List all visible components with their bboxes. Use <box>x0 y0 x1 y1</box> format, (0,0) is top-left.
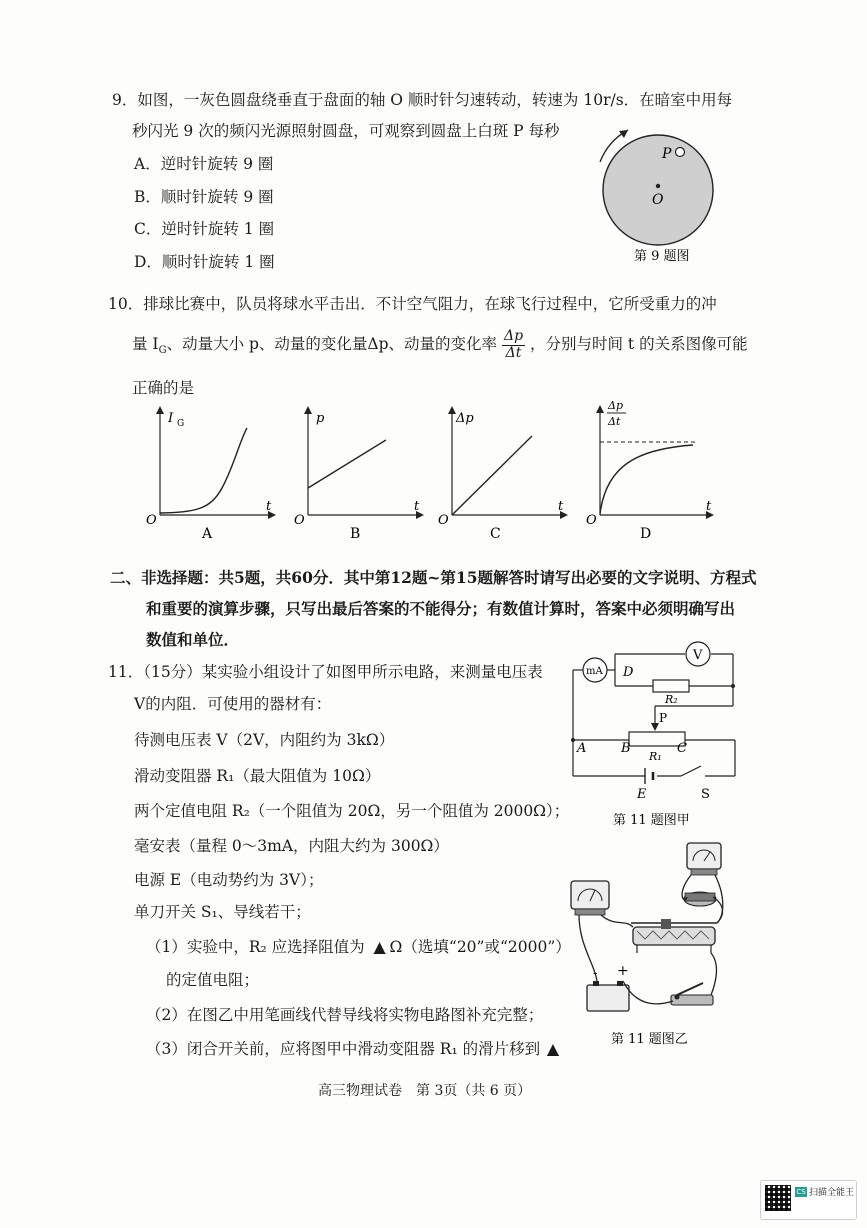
section2-line3: 数值和单位． <box>146 630 240 649</box>
svg-text:t: t <box>706 499 712 514</box>
curve-a <box>160 428 247 513</box>
q11-sub1-blank: ▲ <box>373 938 386 956</box>
svg-text:R₁: R₁ <box>649 750 662 763</box>
q9-option-b: B．顺时针旋转 9 圈 <box>134 188 274 206</box>
q11-fig2-caption: 第 11 题图乙 <box>611 1032 688 1047</box>
q10-line2-c: ，分别与时间 t 的关系图像可能 <box>529 335 748 353</box>
section2-line1: 二、非选择题：共5题，共60分．其中第12题~第15题解答时请写出必要的文字说明、方程式 <box>110 568 757 587</box>
graph-c-option: C <box>490 526 501 542</box>
svg-text:O: O <box>294 513 305 528</box>
svg-text:C: C <box>677 741 687 756</box>
line-b <box>308 440 386 488</box>
physical-milliammeter-icon <box>571 881 609 915</box>
q10-graph-c <box>432 400 577 545</box>
curve-d <box>600 445 693 514</box>
label-p: P <box>662 146 672 162</box>
svg-text:D: D <box>623 665 634 680</box>
q11-line1: 11．（15分）某实验小组设计了如图甲所示电路，来测量电压表 <box>108 663 543 681</box>
disk <box>603 135 713 245</box>
qr-code-icon <box>765 1185 791 1211</box>
q11-sub3-a: （3）闭合开关前，应将图甲中滑动变阻器 R₁ 的滑片移到 <box>146 1040 541 1058</box>
q11-sub3-blank: ▲ <box>547 1040 559 1058</box>
svg-text:t: t <box>414 499 420 514</box>
svg-text:Δp: Δp <box>456 411 474 426</box>
scanner-watermark <box>760 1180 857 1220</box>
q10-line2-a: 量 I <box>132 335 159 353</box>
q11-item-rheostat: 滑动变阻器 R₁（最大阻值为 10Ω） <box>134 767 381 785</box>
scanner-name: 扫描全能王 <box>809 1188 855 1198</box>
q11-sub2: （2）在图乙中用笔画线代替导线将实物电路图补充完整； <box>146 1006 544 1024</box>
svg-text:O: O <box>586 513 597 528</box>
physical-voltmeter-icon <box>687 843 721 875</box>
q10-rate-fraction: $\frac{\Delta p}{\Delta t}$ <box>503 328 524 361</box>
svg-text:R₂: R₂ <box>665 693 678 706</box>
q10-line2-sub: G <box>158 345 167 357</box>
graph-a-option: A <box>202 526 213 542</box>
physical-rheostat-icon <box>631 919 717 953</box>
graph-d-option: D <box>640 526 652 542</box>
white-spot-p <box>676 148 685 157</box>
svg-text:-: - <box>593 966 598 981</box>
q9-option-a: A．逆时针旋转 9 圈 <box>134 155 274 173</box>
q11-circuit-diagram <box>565 640 750 830</box>
graph-b-option: B <box>350 526 361 542</box>
q11-item-resistors: 两个定值电阻 R₂（一个阻值为 20Ω，另一个阻值为 2000Ω）； <box>134 802 570 820</box>
q10-line3: 正确的是 <box>132 379 195 397</box>
physical-resistor-icon <box>684 892 716 906</box>
q10-line2-b: 、动量大小 p、动量的变化量Δp、动量的变化率 <box>166 335 498 353</box>
physical-battery-icon <box>587 981 629 1011</box>
q10-line2 <box>132 328 748 367</box>
q11-item-source: 电源 E（电动势约为 3V）； <box>134 871 324 889</box>
svg-text:t: t <box>558 499 564 514</box>
q11-sub3 <box>146 1037 561 1059</box>
physical-switch-icon <box>671 983 713 1005</box>
svg-text:t: t <box>266 499 272 514</box>
q9-disk-figure <box>588 118 728 278</box>
line-c <box>452 436 532 515</box>
q9-fig-caption: 第 9 题图 <box>634 249 690 264</box>
q10-line1: 10．排球比赛中，队员将球水平击出．不计空气阻力，在球飞行过程中，它所受重力的冲 <box>108 295 717 313</box>
svg-text:+: + <box>617 963 629 979</box>
scanner-badge: CS <box>796 1188 806 1196</box>
q10-graph-b <box>288 400 433 545</box>
q10-graph-d <box>578 395 728 545</box>
q11-sub1-b: Ω（选填“20”或“2000”） <box>389 938 571 956</box>
svg-text:V: V <box>693 648 703 663</box>
q11-fig1-caption: 第 11 题图甲 <box>613 813 690 828</box>
q11-physical-circuit <box>565 835 755 1055</box>
q11-item-switch: 单刀开关 S₁、导线若干； <box>134 903 311 921</box>
svg-text:E: E <box>637 787 647 802</box>
svg-text:B: B <box>621 741 631 756</box>
svg-text:S: S <box>701 787 710 802</box>
section2-line2: 和重要的演算步骤，只写出最后答案的不能得分；有数值计算时，答案中必须明确写出 <box>146 599 736 618</box>
q11-sub1 <box>146 935 571 957</box>
svg-text:O: O <box>438 513 449 528</box>
svg-text:G: G <box>177 419 185 429</box>
svg-text:Δp: Δp <box>608 399 623 412</box>
label-o: O <box>652 192 664 208</box>
svg-text:P: P <box>659 711 668 725</box>
svg-text:I: I <box>168 411 174 426</box>
svg-text:A: A <box>577 741 587 756</box>
q11-line2: V的内阻．可使用的器材有： <box>134 695 332 713</box>
svg-text:p: p <box>316 411 325 426</box>
svg-text:Δt: Δt <box>608 415 621 428</box>
q10-graph-a <box>140 400 285 545</box>
q11-sub1-c: 的定值电阻； <box>166 971 260 989</box>
q9-option-c: C．逆时针旋转 1 圈 <box>134 220 275 238</box>
q11-sub1-a: （1）实验中，R₂ 应选择阻值为 <box>146 938 365 956</box>
q11-item-milliammeter: 毫安表（量程 0～3mA，内阻大约为 300Ω） <box>134 837 449 855</box>
axis-o-dot <box>656 184 660 188</box>
q9-option-d: D．顺时针旋转 1 圈 <box>134 253 275 271</box>
q9-line2: 秒闪光 9 次的频闪光源照射圆盘，可观察到圆盘上白斑 P 每秒 <box>132 122 560 140</box>
svg-text:O: O <box>146 513 157 528</box>
page-footer: 高三物理试卷 第 3页（共 6 页） <box>318 1083 532 1099</box>
q11-item-voltmeter: 待测电压表 V（2V，内阻约为 3kΩ） <box>134 731 395 749</box>
svg-text:mA: mA <box>586 666 603 677</box>
q9-line1: 9．如图，一灰色圆盘绕垂直于盘面的轴 O 顺时针匀速转动，转速为 10r/s．在暗室中用每 <box>112 91 733 109</box>
